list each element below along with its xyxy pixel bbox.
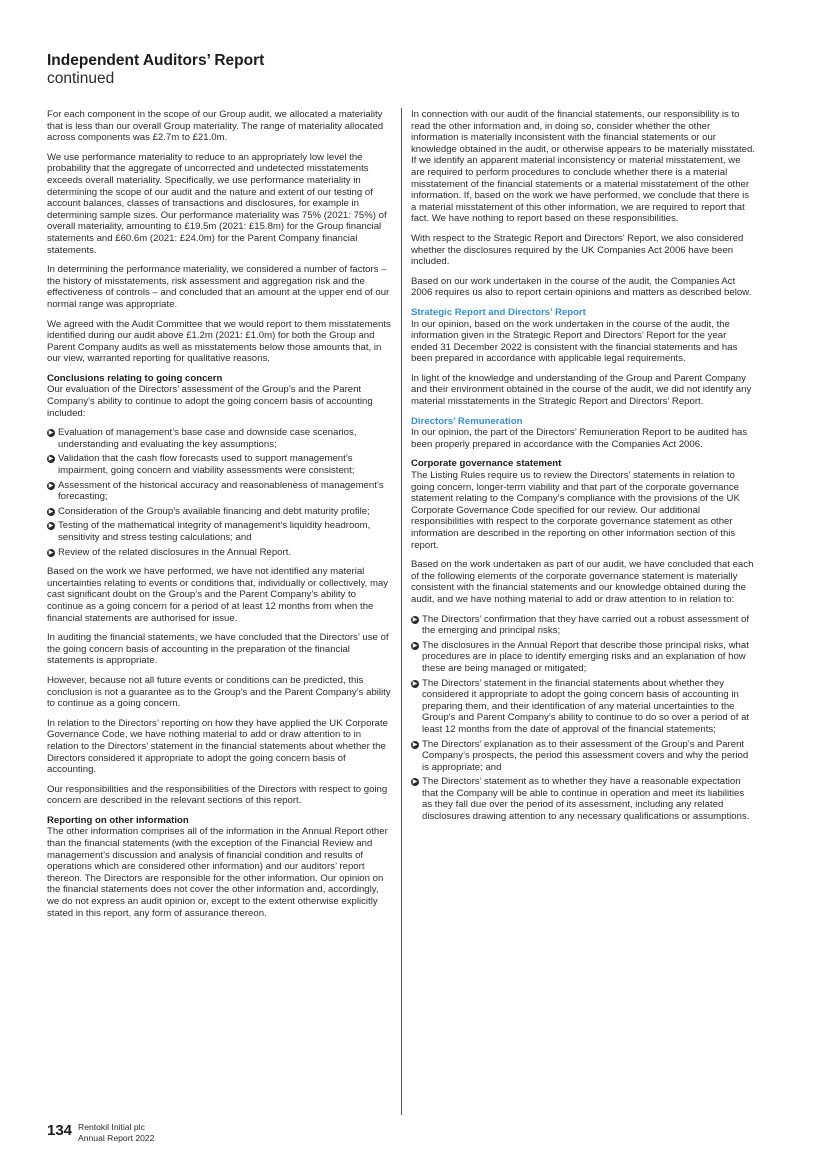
page-number: 134	[47, 1122, 73, 1139]
paragraph: The other information comprises all of the information in the Annual Report other than the financial statements (with the exception of the Financial Review and management’s discussion and analysis of financial condition and results of operations which are considered other information) and our auditors’ report thereon. The Directors are responsible for the other information. Our opinion on the financial statements does not cover the other information and, accordingly, we do not express an audit opinion or, except to the extent otherwise explicitly stated in this report, any form of assurance thereon.	[47, 826, 388, 919]
page-title: Independent Auditors’ Report	[47, 52, 265, 69]
paragraph: Based on the work undertaken as part of our audit, we have concluded that each of the following elements of the corporate governance statement is materially consistent with the financial statements and our knowledge obtained during the audit, and we have nothing material to add or draw attention to in relation to:	[411, 559, 754, 605]
paragraph: We agreed with the Audit Committee that we would report to them misstatements identified during our audit above £1.2m (2021: £1.0m) for both the Group and Parent Company audits as well as misstatements below those amounts that, in our view, warranted reporting for qualitative reasons.	[47, 318, 391, 365]
list-item-text: Consideration of the Group’s available financing and debt maturity profile;	[58, 505, 370, 517]
paragraph: In determining the performance materiality, we considered a number of factors – the history of misstatements, risk assessment and aggregation risk and the effectiveness of controls – and concluded that an amount at the upper end of our normal range was appropriate.	[47, 264, 390, 310]
list-item	[47, 427, 391, 450]
going-concern-heading: Conclusions relating to going concern	[47, 372, 223, 384]
list-item	[411, 678, 755, 736]
paragraph: Our evaluation of the Directors’ assessment of the Group’s and the Parent Company’s ability to continue to adopt the going concern basis of accounting included:	[47, 384, 373, 419]
list-item-text: The Directors’ statement as to whether they have a reasonable expectation that the Company will be able to continue in operation and meet its liabilities as they fall due over the period of its assessment, including any related disclosures drawing attention to any necessary qualifications or assumptions.	[422, 776, 750, 823]
strategic-report-heading: Strategic Report and Directors’ Report	[411, 306, 586, 318]
list-item-text: Assessment of the historical accuracy and reasonableness of management’s forecasting;	[58, 479, 384, 503]
paragraph: The Listing Rules require us to review the Directors’ statements in relation to going concern, longer-term viability and that part of the corporate governance statement relating to the Company’s compliance with the provisions of the UK Corporate Governance Code specified for our review. Our additional responsibilities with respect to the corporate governance statement as other information are described in the reporting on other information section of this report.	[411, 470, 740, 551]
right-column	[411, 109, 755, 831]
list-item-text: Testing of the mathematical integrity of management’s liquidity headroom, sensitivity and stress testing calculations; and	[58, 520, 371, 543]
company-name: Rentokil Initial plc	[78, 1122, 145, 1132]
list-item	[411, 776, 755, 822]
arrow-bullet-icon: ▶	[412, 741, 418, 748]
arrow-bullet-icon: ▶	[48, 456, 54, 463]
arrow-bullet-icon: ▶	[412, 779, 418, 786]
list-item-text: The disclosures in the Annual Report that describe those principal risks, what procedures are in place to identify emerging risks and an explanation of how these are being managed or mitigated;	[422, 639, 749, 674]
other-information-heading: Reporting on other information	[47, 814, 189, 826]
remuneration-heading: Directors’ Remuneration	[411, 415, 523, 427]
arrow-bullet-icon: ▶	[48, 523, 54, 530]
list-item-text: The Directors’ explanation as to their assessment of the Group’s and Parent Company’s prospects, the period this assessment covers and why the period is appropriate; and	[422, 738, 749, 773]
list-item	[47, 453, 391, 476]
paragraph: Based on the work we have performed, we have not identified any material uncertainties relating to events or conditions that, individually or collectively, may cast significant doubt on the Group’s and the Parent Company’s ability to continue as a going concern for a period of at least 12 months from when the financial statements are authorised for issue.	[47, 566, 389, 624]
list-item-text: Review of the related disclosures in the Annual Report.	[58, 546, 292, 558]
paragraph: However, because not all future events or conditions can be predicted, this conclusion is not a guarantee as to the Group’s and the Parent Company’s ability to continue as a going concern.	[47, 674, 391, 710]
paragraph: In relation to the Directors’ reporting on how they have applied the UK Corporate Governance Code, we have nothing material to add or draw attention to in relation to the Directors’ statement in the financial statements about whether the Directors considered it appropriate to adopt the going concern basis of accounting.	[47, 717, 388, 776]
arrow-bullet-icon: ▶	[412, 680, 418, 687]
arrow-bullet-icon: ▶	[48, 508, 54, 515]
list-item	[47, 547, 391, 559]
list-item	[47, 520, 391, 543]
arrow-bullet-icon: ▶	[48, 549, 54, 556]
governance-list	[411, 614, 755, 823]
list-item	[411, 614, 755, 637]
paragraph: With respect to the Strategic Report and Directors’ Report, we also considered whether the disclosures required by the UK Companies Act 2006 have been included.	[411, 232, 744, 268]
paragraph: Based on our work undertaken in the course of the audit, the Companies Act 2006 requires us also to report certain opinions and matters as described below.	[411, 275, 752, 299]
list-item-text: The Directors’ confirmation that they have carried out a robust assessment of the emerging and principal risks;	[422, 613, 750, 637]
page-subtitle: continued	[47, 70, 115, 87]
list-item-text: Validation that the cash flow forecasts used to support management’s impairment, going concern and viability assessments were consistent;	[58, 453, 355, 477]
paragraph: In connection with our audit of the financial statements, our responsibility is to read the other information and, in doing so, consider whether the other information is materially inconsistent with the financial statements or our knowledge obtained in the audit, or otherwise appears to be materially misstated. If we identify an apparent material inconsistency or material misstatement, we are required to perform procedures to conclude whether there is a material misstatement of the financial statements or a material misstatement of the other information. If, based on the work we have performed, we conclude that there is a material misstatement of this other information, we are required to report that fact. We have nothing to report based on these responsibilities.	[411, 109, 755, 225]
left-column	[47, 109, 391, 927]
column-divider	[401, 108, 402, 1115]
list-item	[47, 506, 391, 518]
arrow-bullet-icon: ▶	[48, 430, 54, 437]
arrow-bullet-icon: ▶	[48, 482, 54, 489]
paragraph: In our opinion, based on the work undertaken in the course of the audit, the information given in the Strategic Report and Directors’ Report for the year ended 31 December 2022 is consistent with the financial statements and has been prepared in accordance with applicable legal requirements.	[411, 318, 738, 365]
list-item-text: Evaluation of management’s base case and downside case scenarios, understanding and evaluating the key assumptions;	[58, 427, 357, 450]
arrow-bullet-icon: ▶	[412, 642, 418, 649]
list-item	[411, 739, 755, 774]
paragraph: Our responsibilities and the responsibilities of the Directors with respect to going concern are described in the relevant sections of this report.	[47, 783, 388, 807]
paragraph: In auditing the financial statements, we have concluded that the Directors’ use of the going concern basis of accounting in the preparation of the financial statements is appropriate.	[47, 632, 389, 667]
report-name: Annual Report 2022	[78, 1133, 155, 1143]
arrow-bullet-icon: ▶	[412, 616, 418, 623]
corporate-governance-heading: Corporate governance statement	[411, 458, 562, 470]
going-concern-list	[47, 427, 391, 558]
list-item-text: The Directors’ statement in the financial statements about whether they considered it appropriate to adopt the going concern basis of accounting in preparing them, and their identification of any material uncertainties to the Group’s and Parent Company’s ability to continue to do so over a period of at least 12 months from the date of approval of the financial statements;	[422, 677, 750, 735]
paragraph: For each component in the scope of our Group audit, we allocated a materiality that is less than our overall Group materiality. The range of materiality allocated across components was £2.7m to £21.0m.	[47, 109, 384, 144]
paragraph: In light of the knowledge and understanding of the Group and Parent Company and their environment obtained in the course of the audit, we did not identify any material misstatements in the Strategic Report and Directors’ Report.	[411, 372, 752, 408]
paragraph: In our opinion, the part of the Directors’ Remuneration Report to be audited has been properly prepared in accordance with the Companies Act 2006.	[411, 427, 748, 450]
paragraph: We use performance materiality to reduce to an appropriately low level the probability that the aggregate of uncorrected and undetected misstatements exceeds overall materiality. Specifically, we use performance materiality in determining the scope of our audit and the nature and extent of our testing of account balances, classes of transactions and disclosures, for example in determining sample sizes. Our performance materiality was 75% (2021: 75%) of overall materiality, amounting to £19.5m (2021: £15.8m) for the Group financial statements and £60.6m (2021: £24.0m) for the Parent Company financial statements.	[47, 151, 387, 256]
list-item	[411, 640, 755, 675]
list-item	[47, 480, 391, 503]
